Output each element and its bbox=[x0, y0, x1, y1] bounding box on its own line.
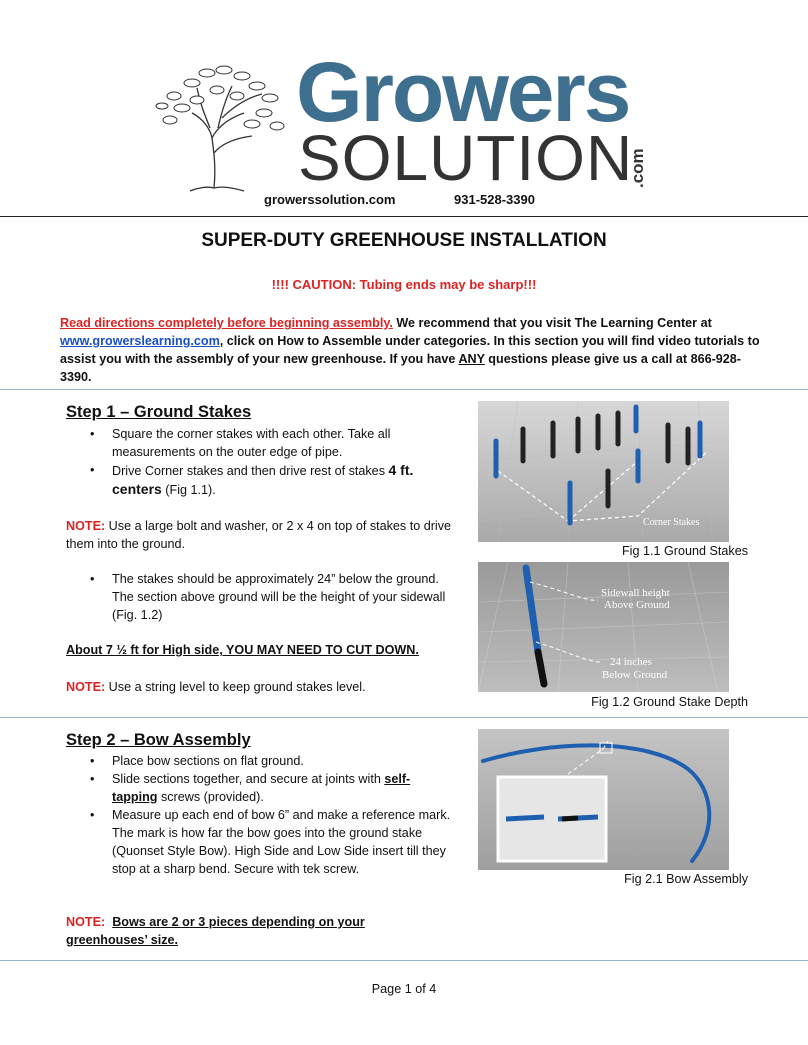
sidewall-label-1: Sidewall height bbox=[601, 587, 670, 599]
intro-text-2: , click on How to Assemble under categories. In this section you will find video tutorials to assist you with the assembly of your new greenhouse. If you have bbox=[60, 334, 760, 366]
phone-text: 931-528-3390 bbox=[454, 192, 535, 207]
section-divider-2 bbox=[0, 717, 808, 718]
intro-paragraph bbox=[60, 314, 760, 386]
fig1-caption: Fig 1.1 Ground Stakes bbox=[621, 544, 748, 558]
tree-logo-icon bbox=[152, 58, 292, 193]
step1-note-2: NOTE: Use a string level to keep ground stakes level. bbox=[66, 680, 366, 694]
depth-label-1: 24 inches bbox=[610, 656, 652, 668]
brand-subname: SOLUTION bbox=[298, 122, 634, 194]
section-divider-3 bbox=[0, 960, 808, 961]
fig3-caption: Fig 2.1 Bow Assembly bbox=[624, 872, 748, 886]
depth-label-2: Below Ground bbox=[602, 669, 668, 681]
step1-heading: Step 1 – Ground Stakes bbox=[66, 403, 252, 421]
header-divider bbox=[0, 216, 808, 217]
intro-text-3: questions please give us a call at 866-928-3390. bbox=[60, 352, 742, 384]
list-item: • Drive Corner stakes and then drive rest of stakes 4 ft. centers (Fig 1.1). bbox=[66, 461, 451, 499]
list-item: • Place bow sections on flat ground. bbox=[66, 752, 451, 770]
list-item: • Square the corner stakes with each other. Take all measurements on the outer edge of pipe. bbox=[66, 425, 451, 461]
any-text: ANY bbox=[458, 352, 485, 366]
sidewall-label-2: Above Ground bbox=[604, 599, 670, 611]
page-title: SUPER-DUTY GREENHOUSE INSTALLATION bbox=[201, 230, 607, 251]
section-divider-1 bbox=[0, 389, 808, 390]
intro-text-1: We recommend that you visit The Learning Center at bbox=[392, 316, 712, 330]
caution-text: !!!! CAUTION: Tubing ends may be sharp!!! bbox=[271, 277, 537, 292]
page-number: Page 1 of 4 bbox=[371, 982, 437, 996]
step1-note-1: NOTE: Use a large bolt and washer, or 2 x 4 on top of stakes to drive them into the ground. bbox=[66, 519, 452, 551]
brand-name: Growers bbox=[296, 45, 630, 139]
high-side-note: About 7 ½ ft for High side, YOU MAY NEED TO CUT DOWN. bbox=[66, 643, 419, 657]
list-item: • Slide sections together, and secure at joints with self-tapping screws (provided). bbox=[66, 770, 451, 806]
step2-list bbox=[66, 752, 451, 878]
fig2-caption: Fig 1.2 Ground Stake Depth bbox=[591, 695, 748, 709]
read-first-text: Read directions completely before beginning assembly. bbox=[60, 316, 393, 330]
ground-stakes-figure bbox=[478, 401, 729, 542]
corner-stakes-label: Corner Stakes bbox=[643, 517, 700, 528]
website-text: growerssolution.com bbox=[264, 192, 396, 207]
list-item: • Measure up each end of bow 6” and make a reference mark. The mark is how far the bow goes into the ground stake (Quonset Style Bow). High Side and Low Side insert till they stop at a sharp bend. Secure with tek screw. bbox=[66, 806, 451, 878]
list-item: • The stakes should be approximately 24” below the ground. The section above ground will be the height of your sidewall (Fig. 1.2) bbox=[66, 570, 451, 624]
learning-center-link[interactable]: www.growerslearning.com bbox=[60, 334, 220, 348]
step2-note: NOTE: Bows are 2 or 3 pieces depending on your greenhouses’ size. bbox=[66, 915, 365, 947]
bow-assembly-figure bbox=[478, 729, 729, 870]
step2-heading: Step 2 – Bow Assembly bbox=[66, 731, 251, 749]
stake-depth-figure bbox=[478, 562, 729, 692]
step1-list-b bbox=[66, 570, 451, 624]
step1-list-a bbox=[66, 425, 451, 499]
brand-suffix: .com bbox=[628, 148, 647, 188]
